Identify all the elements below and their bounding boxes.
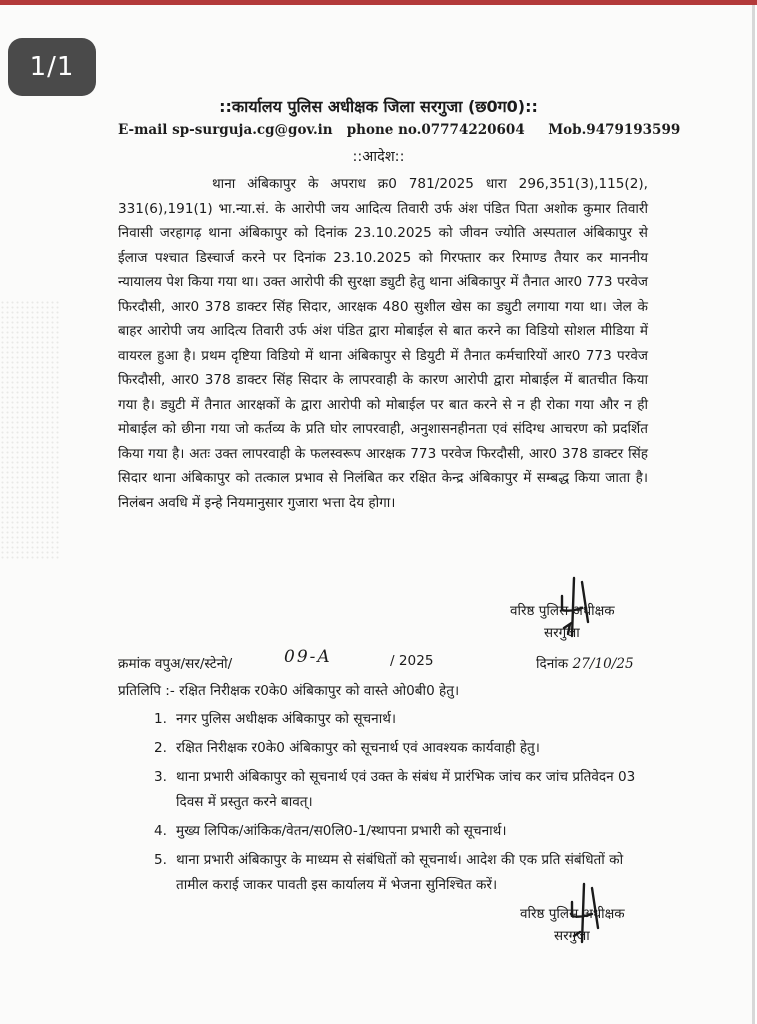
signature-block-2 bbox=[520, 903, 625, 947]
handwritten-ref-number: 09-A bbox=[284, 647, 332, 667]
reference-line bbox=[118, 647, 658, 672]
order-body bbox=[118, 172, 648, 515]
list-item: 5. थाना प्रभारी अंबिकापुर के माध्यम से संबंधितों को सूचनार्थ। आदेश की एक प्रति संबंधितों को तामील कराई जाकर पावती इस कार्यालय में भेजना सुनिश्चित करें। bbox=[154, 852, 624, 893]
signature-place: सरगुजा bbox=[554, 928, 590, 944]
email-text: E-mail sp-surguja.cg@gov.in bbox=[118, 122, 333, 138]
date-value: 27/10/25 bbox=[572, 656, 634, 672]
order-paragraph: थाना अंबिकापुर के अपराध क्र0 781/2025 धारा 296,351(3),115(2), 331(6),191(1) भा.न्या.सं. के आरोपी जय आदित्य तिवारी उर्फ अंश पंडित पिता अशोक कुमार तिवारी निवासी जरहागढ़ थाना अंबिकापुर को दिनांक 23.10.2025 को जीवन ज्योति अस्पताल अंबिकापुर से ईलाज पश्चात डिस्चार्ज करने पर दिनांक 23.10.2025 को गिरफ्तार कर रिमाण्ड तैयार कर माननीय न्यायालय पेश किया गया था। उक्त आरोपी की सुरक्षा ड्युटी हेतु थाना अंबिकापुर में तैनात आर0 773 परवेज फिरदौसी, आर0 378 डाक्टर सिंह सिदार, आरक्षक 480 सुशील खेस का ड्युटी लगाया गया था। जेल के बाहर आरोपी जय आदित्य तिवारी उर्फ अंश पंडित द्वारा मोबाईल से बात करने का विडियो सोशल मीडिया में वायरल हुआ है। प्रथम दृष्टिया विडियो में थाना अंबिकापुर से डियुटी में तैनात कर्मचारियों आर0 773 परवेज फिरदौसी, आर0 378 डाक्टर सिंह सिदार के लापरवाही के कारण आरोपी द्वारा मोबाईल में बातचीत किया गया है। ड्युटी में तैनात आरक्षकों के द्वारा आरोपी को मोबाईल पर बात करने से न ही रोका गया और न ही मोबाईल को छीना गया जो कर्तव्य के प्रति घोर लापरवाही, अनुशासनहीनता एवं संदिग्ध आचरण को प्रदर्शित किया गया है। अतः उक्त लापरवाही के फलस्वरूप आरक्षक 773 परवेज फिरदौसी, आर0 378 डाक्टर सिंह सिदार थाना अंबिकापुर को तत्काल प्रभाव से निलंबित कर रक्षित केन्द्र अंबिकापुर में सम्बद्ध किया जाता है। निलंबन अवधि में इन्हे नियमानुसार गुजारा भत्ता देय होगा। bbox=[118, 176, 648, 511]
order-heading: ::आदेश:: bbox=[352, 149, 405, 165]
copy-to-line: प्रतिलिपि :- रक्षित निरीक्षक र0के0 अंबिकापुर को वास्ते ओ0बी0 हेतु। bbox=[118, 683, 460, 699]
reference-prefix: क्रमांक वपुअ/सर/स्टेनो/ bbox=[118, 656, 233, 672]
signature-block-1 bbox=[510, 600, 615, 644]
reference-year: / 2025 bbox=[390, 653, 434, 669]
phone-text: phone no.07774220604 bbox=[346, 122, 525, 138]
mobile-text: Mob.9479193599 bbox=[548, 122, 681, 138]
signature-designation: वरिष्ठ पुलिस अधीक्षक bbox=[520, 906, 625, 922]
date-label: दिनांक bbox=[536, 656, 569, 672]
signature-place: सरगुजा bbox=[544, 625, 580, 641]
copy-list bbox=[154, 707, 654, 902]
contact-line bbox=[118, 122, 681, 138]
list-item: 3. थाना प्रभारी अंबिकापुर को सूचनार्थ एवं उक्त के संबंध में प्रारंभिक जांच कर जांच प्रतिवेदन 03 दिवस में प्रस्तुत करने बावत्। bbox=[154, 769, 636, 810]
reference-date bbox=[536, 653, 634, 672]
scan-noise bbox=[0, 300, 60, 560]
list-item: 4. मुख्य लिपिक/आंकिक/वेतन/स0लि0-1/स्थापना प्रभारी को सूचनार्थ। bbox=[154, 823, 507, 839]
list-item: 2. रक्षित निरीक्षक र0के0 अंबिकापुर को सूचनार्थ एवं आवश्यक कार्यवाही हेतु। bbox=[154, 740, 540, 756]
signature-designation: वरिष्ठ पुलिस अधीक्षक bbox=[510, 603, 615, 619]
office-title: ::कार्यालय पुलिस अधीक्षक जिला सरगुजा (छ0ग0):: bbox=[219, 97, 538, 116]
list-item: 1. नगर पुलिस अधीक्षक अंबिकापुर को सूचनार्थ। bbox=[154, 711, 397, 727]
page-indicator: 1/1 bbox=[8, 38, 96, 96]
